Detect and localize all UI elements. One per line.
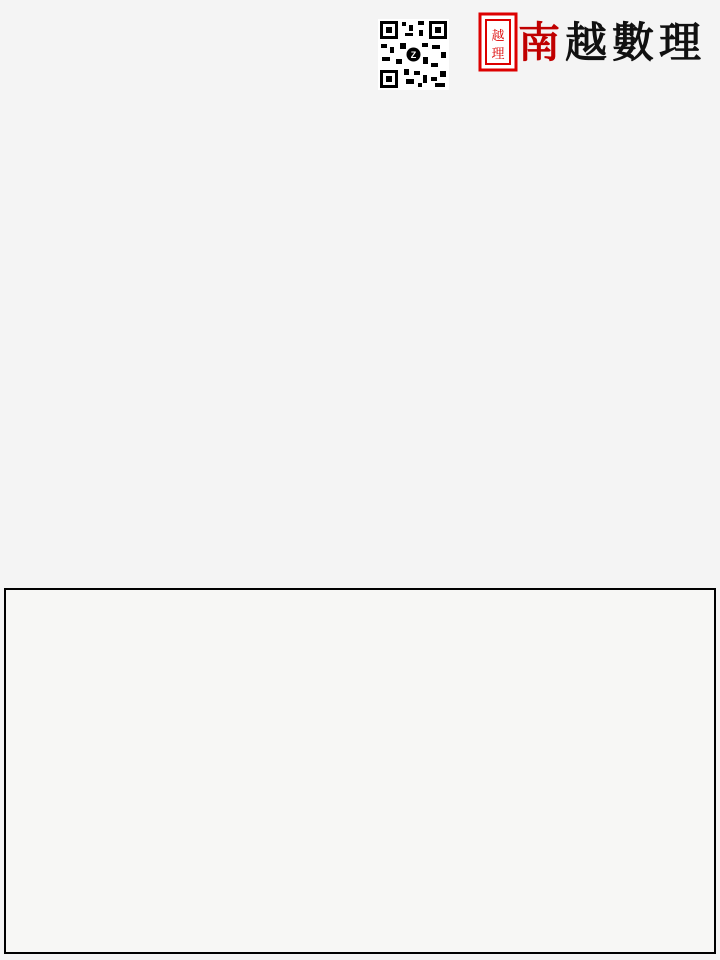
svg-text:理: 理 xyxy=(491,47,505,62)
svg-text:理: 理 xyxy=(659,18,702,67)
annual-luck-grid xyxy=(4,588,716,954)
svg-text:Z: Z xyxy=(410,50,417,60)
svg-text:越: 越 xyxy=(491,29,505,44)
svg-text:越: 越 xyxy=(565,18,608,67)
svg-text:南: 南 xyxy=(518,18,561,67)
qr-code-icon xyxy=(378,19,449,90)
svg-text:數: 數 xyxy=(612,18,655,67)
brand-logo xyxy=(478,10,713,76)
chart-header xyxy=(10,9,380,99)
tu-tru-chart xyxy=(4,102,715,576)
